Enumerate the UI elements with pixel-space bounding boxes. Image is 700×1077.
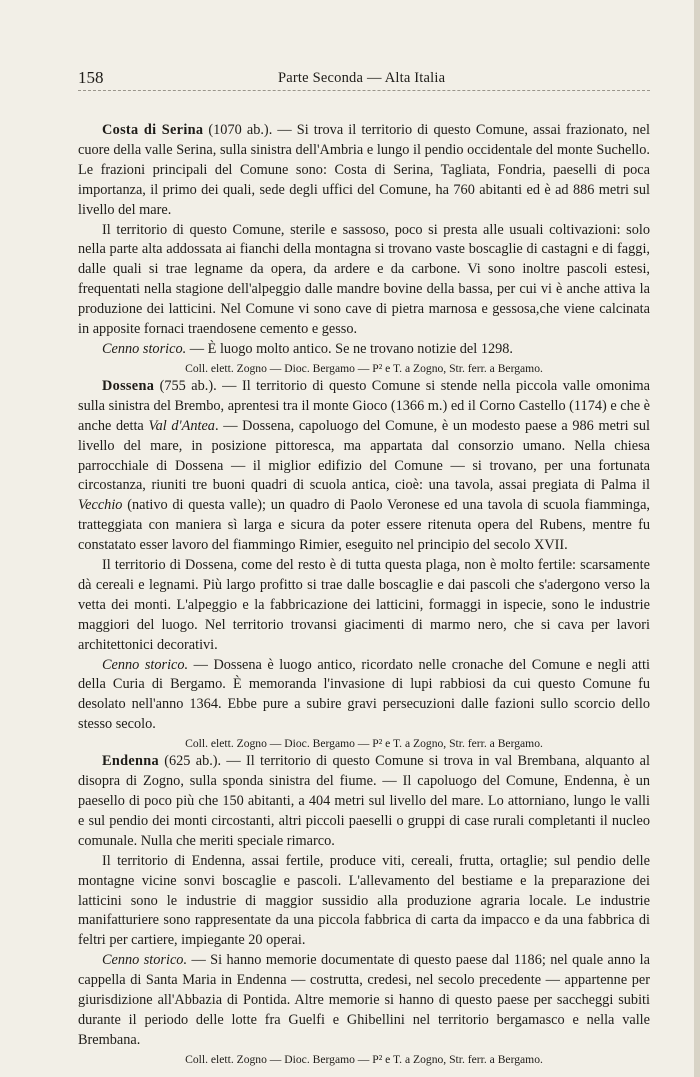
history-text: — Dossena è luogo antico, ricordato nelle cronache del Comune e negli atti della Curia di Bergamo. È memoranda l'invasione di lupi rabbiosi da cui questo Comune fu desolato nell'anno 1364. Ebbe pure a subire gravi persecuzioni dalle fazioni sullo scorcio dello stesso secolo. <box>78 656 650 733</box>
entry-dossena-admin: Coll. elett. Zogno — Dioc. Bergamo — P² e T. a Zogno, Str. ferr. a Bergamo. <box>185 737 543 751</box>
entry-endenna-admin: Coll. elett. Zogno — Dioc. Bergamo — P² e T. a Zogno, Str. ferr. a Bergamo. <box>185 1052 543 1066</box>
entry-dossena-history <box>78 656 650 736</box>
entry-text: . — Dossena, capoluogo del Comune, è un modesto paese a 986 metri sul livello del mare, in posizione pittoresca, ma appartata dal consorzio umano. Nella chiesa parrocchiale di Dossena — il miglior edifizio del Comune — si trovano, per una fortunata circostanza, riuniti tre buoni quadri di scuola antica, cioè: una tavola, assai pregiata di Palma il <box>78 417 650 494</box>
entry-costa-admin: Coll. elett. Zogno — Dioc. Bergamo — P² e T. a Zogno, Str. ferr. a Bergamo. <box>185 361 543 375</box>
history-text: — Si hanno memorie documentate di questo paese dal 1186; nel quale anno la cappella di Santa Maria in Endenna — costrutta, credesi, nel secolo precedente — appartenne per giurisdizione all'Abbazia di Pontida. Altre memorie si hanno di questo paese per saccheggi subiti durante il periodo delle lotte fra Guelfi e Ghibellini nel territorio bergamasco e nella valle Brembana. <box>78 952 650 1048</box>
entry-endenna-intro <box>78 752 650 852</box>
history-label: Cenno storico. <box>102 340 187 357</box>
entry-endenna-territory: Il territorio di Endenna, assai fertile, produce viti, cereali, frutta, ortaglie; sul pendio delle montagne vicine sonvi boscaglie e pascoli. L'allevamento del bestiame e la preparazione dei latticini sono le industrie di maggior sussidio alla produzione agraria locale. Le industrie manifatturiere sono rappresentate da una piccola fabbrica di carta da impacco e da una fabbrica di feltri per cartiere, impiegante 20 operai. <box>78 852 650 949</box>
entry-text: (625 ab.). — Il territorio di questo Comune si trova in val Brembana, alquanto al disopra di Zogno, sulla sponda sinistra del fiume. — Il capoluogo del Comune, Endenna, è un paesello di poco più che 150 abitanti, a 404 metri sul livello del mare. Lo attorniano, lungo le valli e sul pendio dei monti circostanti, altri piccoli paeselli o gruppi di case rurali completanti il nucleo comunale. Nulla che meriti speciale rimarco. <box>78 753 650 849</box>
entry-italic: Vecchio <box>78 497 123 514</box>
page-body <box>78 121 650 1068</box>
entry-text: (nativo di questa valle); un quadro di Paolo Veronese ed una tavola di scuola fiamminga, tratteggiata con maniera sì larga e sicura da poter essere ritenuta opera del Rubens, mentre fu constatato esser lavoro del fiammingo Rimier, eseguito nel principio del secolo XVII. <box>78 497 650 554</box>
entry-endenna-history <box>78 951 650 1051</box>
page-edge <box>694 0 700 1077</box>
place-name: Dossena <box>102 377 155 394</box>
history-label: Cenno storico. <box>102 656 189 673</box>
history-text: — È luogo molto antico. Se ne trovano notizie del 1298. <box>186 340 513 357</box>
place-name: Endenna <box>102 753 159 770</box>
entry-costa-intro <box>78 121 650 221</box>
entry-dossena-intro <box>78 377 650 556</box>
entry-costa-history <box>78 340 650 360</box>
history-label: Cenno storico. <box>102 952 188 969</box>
place-name: Costa di Serina <box>102 122 204 138</box>
entry-dossena-territory: Il territorio di Dossena, come del resto è di tutta questa plaga, non è molto fertile: scarsamente dà cereali e legnami. Più largo profitto si trae dalle boscaglie e dai pascoli che s'adergono verso la vetta dei monti. L'alpeggio e la fabbricazione dei latticini, formaggi in ispecie, sono le industrie maggiori del luogo. Nel territorio trovansi giacimenti di marmo nero, che si cava per lavori architettonici decorativi. <box>78 557 650 653</box>
entry-text: (1070 ab.). — Si trova il territorio di questo Comune, assai frazionato, nel cuore della valle Serina, sulla sinistra dell'Ambria e lungo il pendio occidentale del monte Suchello. Le frazioni principali del Comune sono: Costa di Serina, Tagliata, Fondria, paeselli di poca importanza, il primo dei quali, sede degli uffici del Comune, ha 760 abitanti ed è ad 886 metri sul livello del mare. <box>78 122 651 218</box>
running-title: Parte Seconda — Alta Italia <box>278 70 446 86</box>
entry-italic: Val d'Antea <box>148 417 215 434</box>
entry-text: (755 ab.). — Il territorio di questo Comune si stende nella piccola valle omonima sulla sinistra del Brembo, aprentesi tra il monte Gioco (1366 m.) ed il Corno Castello (1174) e che è anche detta <box>78 377 651 434</box>
page-header <box>78 68 650 91</box>
page-number: 158 <box>78 68 104 87</box>
book-page <box>78 68 650 1068</box>
entry-costa-territory: Il territorio di questo Comune, sterile e sassoso, poco si presta alle usuali coltivazioni: solo nella parte alta addossata ai fianchi della montagna si trovano vaste boscaglie di castagni e di faggi, dalle quali si trae legname da opera, da ardere e da carbone. Vi sono inoltre pascoli estesi, frequentati nella stagione dell'alpeggio dalle mandre bovine della bassa, per cui vi è anche attiva la produzione dei latticini. Nel Comune vi sono cave di pietra marnosa e gessosa,che viene calcinata in apposite fornaci traendosene cemento e gesso. <box>78 221 650 338</box>
